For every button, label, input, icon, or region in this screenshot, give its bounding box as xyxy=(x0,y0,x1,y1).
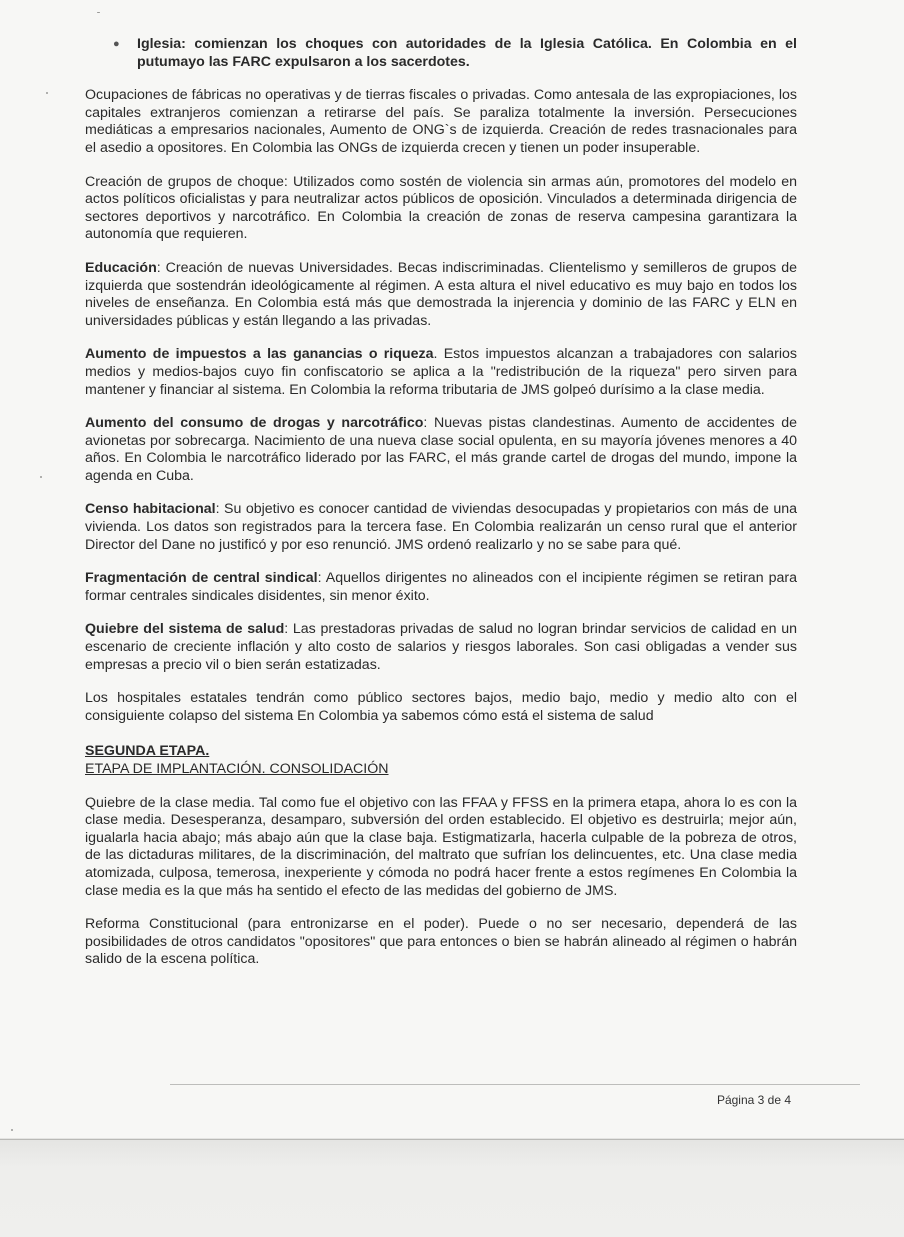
paragraph-censo-text: : Su objetivo es conocer cantidad de viviendas desocupadas y propietarios con más de una vivienda. Los datos son registrados para la tercera fase. En Colombia realizarán un censo rural que el anterior Director del Dane no justificó y por eso renunció. JMS ordenó realizarlo y no se sabe para qué. xyxy=(85,501,798,553)
paragraph-central-sindical-text: : Aquellos dirigentes no alineados con el incipiente régimen se retiran para formar centrales sindicales disidentes, sin menor éxito. xyxy=(85,570,797,604)
paragraph-hospitales: Los hospitales estatales tendrán como público sectores bajos, medio bajo, medio y medio alto con el consiguiente colapso del sistema En Colombia ya sabemos cómo está el sistema de salud xyxy=(85,690,797,724)
section-heading-line1: SEGUNDA ETAPA. xyxy=(85,743,210,760)
paragraph-impuestos-text: . Estos impuestos alcanzan a trabajadores con salarios medios y medios-bajos cuyo fin confiscatorio se aplica a la "redistribución de la riqueza" pero sirven para mantener y financiar al sistema. En Colombia la reforma tributaria de JMS golpeó durísimo a la clase media. xyxy=(85,346,797,398)
paragraph-educacion xyxy=(85,260,797,330)
term-reforma: Reforma Constitucional (para entronizarse en el poder) xyxy=(85,916,465,933)
paragraph-drogas-text: : Nuevas pistas clandestinas. Aumento de accidentes de avionetas por sobrecarga. Nacimiento de una nueva clase social opulenta, en su mayoría jóvenes menores a 40 años. En Colombia le narcotráfico liderado por las FARC, el más grande cartel de drogas del mundo, impone la agenda en Cuba. xyxy=(85,415,797,484)
paragraph-drogas xyxy=(85,415,797,485)
scan-background xyxy=(0,1138,904,1237)
paragraph-grupos-choque: Creación de grupos de choque: Utilizados como sostén de violencia sin armas aún, promotores del modelo en actos políticos oficialistas y para neutralizar actos públicos de oposición. Vinculados a determinada dirigencia de sectores deportivos y narcotráfico. En Colombia la creación de zonas de reserva campesina garantizara la autonomía que requieren. xyxy=(85,173,797,243)
page-number: Página 3 de 4 xyxy=(716,1093,791,1107)
paragraph-censo xyxy=(85,501,797,554)
paragraph-salud-text: : Las prestadoras privadas de salud no logran brindar servicios de calidad en un escenario de creciente inflación y alto costo de salarios y riesgos laborales. Son casi obligadas a vender sus empresas a precio vil o bien serán estatizadas. xyxy=(85,621,797,673)
term-drogas: Aumento del consumo de drogas y narcotráfico xyxy=(85,415,424,432)
term-educacion: Educación xyxy=(85,259,157,276)
document-body xyxy=(85,36,797,985)
term-central-sindical: Fragmentación de central sindical xyxy=(85,570,318,587)
paragraph-reforma xyxy=(85,916,797,969)
bullet-item-iglesia xyxy=(113,36,797,71)
paragraph-salud xyxy=(85,621,797,674)
scan-speck xyxy=(46,92,48,94)
bullet-text: Iglesia: comienzan los choques con autoridades de la Iglesia Católica. En Colombia en el putumayo las FARC expulsaron a los sacerdotes. xyxy=(137,36,797,70)
page-footer xyxy=(0,1084,904,1124)
bullet-icon: ● xyxy=(113,38,120,50)
scan-speck xyxy=(40,476,42,478)
term-impuestos: Aumento de impuestos a las ganancias o riqueza xyxy=(85,346,434,363)
term-censo: Censo habitacional xyxy=(85,501,216,518)
paragraph-central-sindical xyxy=(85,570,797,605)
section-heading-line2: ETAPA DE IMPLANTACIÓN. CONSOLIDACIÓN xyxy=(85,761,389,777)
paragraph-ocupaciones: Ocupaciones de fábricas no operativas y de tierras fiscales o privadas. Como antesala de las expropiaciones, los capitales extranjeros comienzan a retirarse del país. Se paraliza totalmente la inversión. Persecuciones mediáticas a empresarios nacionales, Aumento de ONG`s de izquierda. Creación de redes trasnacionales para el asedio a opositores. En Colombia las ONGs de izquierda crecen y tienen un poder insuperable. xyxy=(85,87,797,156)
scan-speck xyxy=(11,1129,13,1131)
paragraph-clase-media: Quiebre de la clase media. Tal como fue el objetivo con las FFAA y FFSS en la primera etapa, ahora lo es con la clase media. Desesperanza, desamparo, subversión del orden establecido. El objetivo es destruirla; mejor aún, igualarla hacia abajo; más abajo aún que la clase baja. Estigmatizarla, hacerla culpable de la pobreza de otros, de las dictaduras militares, de la discriminación, del maltrato que sufrían los delincuentes, etc. Una clase media atomizada, culposa, temerosa, inexperiente y cómoda no podrá hacer frente a estos regímenes En Colombia la clase media es la que más ha sentido el efecto de las medidas del gobierno de JMS. xyxy=(85,794,797,899)
scan-edge-line xyxy=(0,1139,904,1140)
section-heading xyxy=(85,743,797,778)
paragraph-reforma-text: . Puede o no ser necesario, dependerá de las posibilidades de otros candidatos "opositores" que para entonces o bien se habrán alineado al régimen o habrán salido de la escena política. xyxy=(85,916,797,968)
paragraph-impuestos xyxy=(85,346,797,399)
term-salud: Quiebre del sistema de salud xyxy=(85,621,285,638)
footer-rule xyxy=(170,1084,860,1085)
scan-speck xyxy=(97,12,100,13)
paragraph-educacion-text: : Creación de nuevas Universidades. Becas indiscriminadas. Clientelismo y semilleros de grupos de izquierda que sostendrán ideológicamente al régimen. A esta altura el nivel educativo es muy bajo en todos los niveles de enseñanza. En Colombia está más que demostrada la injerencia y dominio de las FARC y ELN en universidades públicas y están llegando a las privadas. xyxy=(85,259,797,329)
